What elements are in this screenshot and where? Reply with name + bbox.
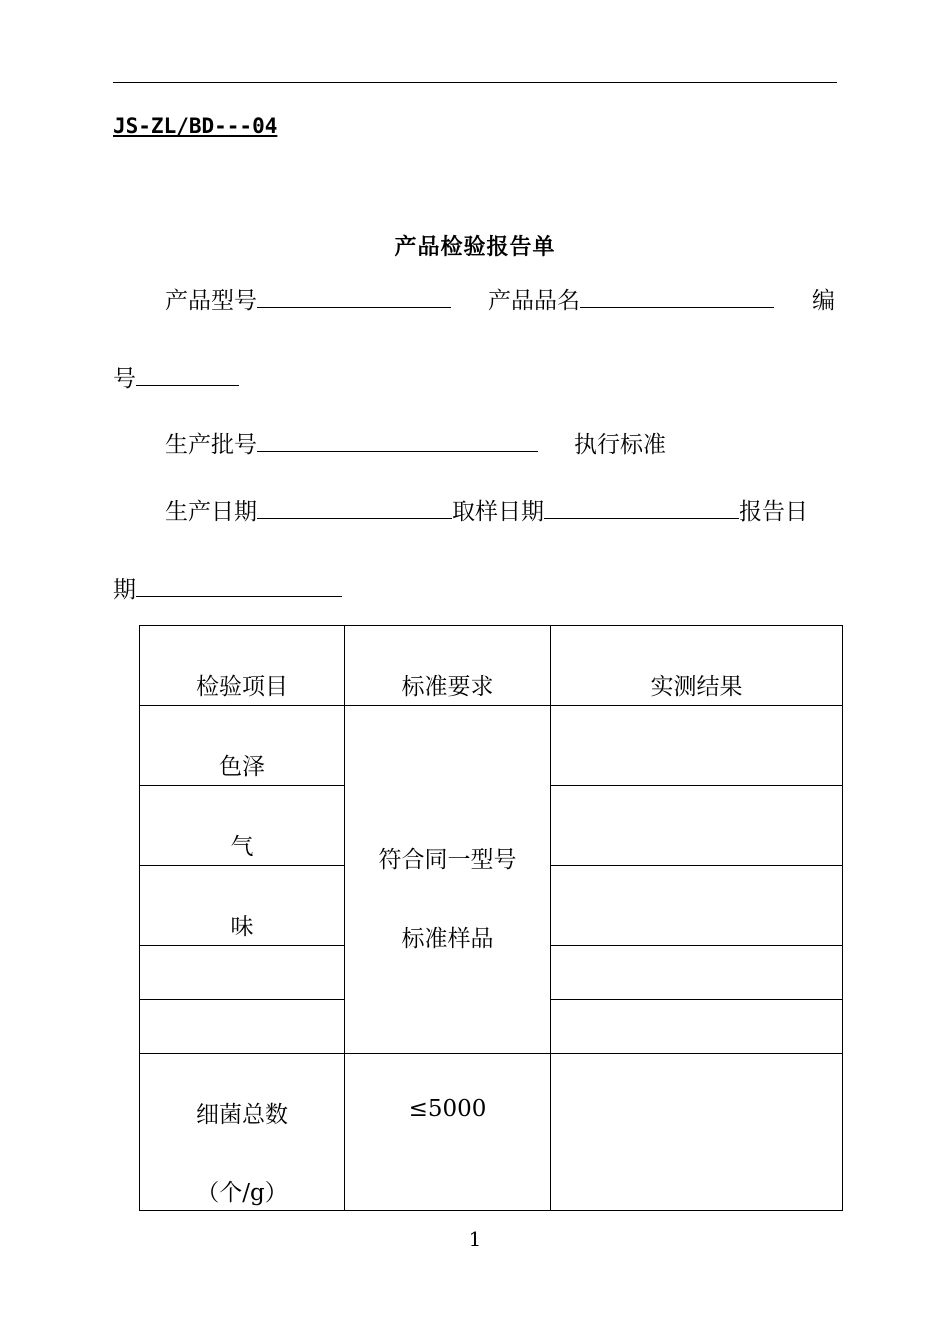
serial-row <box>113 360 239 393</box>
model-field[interactable] <box>257 285 451 308</box>
dates-row <box>165 493 808 526</box>
page-number: 1 <box>468 1227 482 1251</box>
report-date-field[interactable] <box>136 574 342 597</box>
result-cell-smell[interactable] <box>551 786 843 866</box>
name-label: 产品品名 <box>488 288 580 314</box>
item-cell-color: 色泽 <box>140 706 345 786</box>
name-row <box>488 282 774 315</box>
standard-merged-cell: 符合同一型号 标准样品 <box>345 706 551 1054</box>
prod-date-field[interactable] <box>257 496 452 519</box>
result-cell-bacteria[interactable] <box>551 1054 843 1211</box>
name-field[interactable] <box>580 285 774 308</box>
table-row <box>140 706 843 786</box>
serial-field[interactable] <box>136 363 239 386</box>
report-date-label-part2: 期 <box>113 577 136 603</box>
item-cell-smell: 气 <box>140 786 345 866</box>
report-date-label-part1: 报告日 <box>739 499 808 525</box>
header-rule <box>113 82 837 83</box>
item-cell-taste: 味 <box>140 866 345 946</box>
document-code: JS-ZL/BD---04 <box>113 114 278 138</box>
inspection-table <box>139 625 843 1211</box>
standard-label: 执行标准 <box>574 432 666 458</box>
prod-date-label: 生产日期 <box>165 499 257 525</box>
batch-label: 生产批号 <box>165 432 257 458</box>
report-date-row <box>113 571 342 604</box>
table-header-row <box>140 626 843 706</box>
model-label: 产品型号 <box>165 288 257 314</box>
sample-date-label: 取样日期 <box>452 499 544 525</box>
serial-label-part1: 编 <box>812 288 835 314</box>
header-cell-item: 检验项目 <box>140 626 345 706</box>
item-cell-bacteria: 细菌总数 （个/g） <box>140 1054 345 1211</box>
item-cell-empty[interactable] <box>140 946 345 1000</box>
table-row <box>140 1054 843 1211</box>
serial-label-part2: 号 <box>113 366 136 392</box>
result-cell-empty[interactable] <box>551 1000 843 1054</box>
standard-cell-bacteria: ≤5000 <box>345 1054 551 1211</box>
item-cell-empty[interactable] <box>140 1000 345 1054</box>
batch-field[interactable] <box>257 429 538 452</box>
header-cell-result: 实测结果 <box>551 626 843 706</box>
document-title: 产品检验报告单 <box>394 235 556 260</box>
model-row <box>165 282 451 315</box>
batch-row <box>165 426 538 459</box>
result-cell-taste[interactable] <box>551 866 843 946</box>
header-cell-standard: 标准要求 <box>345 626 551 706</box>
result-cell-color[interactable] <box>551 706 843 786</box>
sample-date-field[interactable] <box>544 496 739 519</box>
result-cell-empty[interactable] <box>551 946 843 1000</box>
